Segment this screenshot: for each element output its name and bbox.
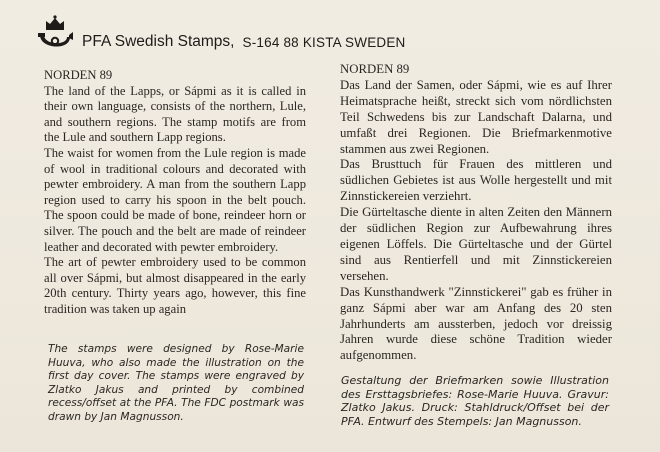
english-heading: NORDEN 89 xyxy=(44,68,113,82)
english-paragraph: The land of the Lapps, or Sápmi as it is called in their own language, consists of the northern, Lule, and southern regions. The stamp motifs are from the Lule and southern Lapp regions. xyxy=(44,83,306,145)
german-paragraph: Das Land der Samen, oder Sápmi, wie es auf Ihrer Heimatsprache heißt, streckt sich vom nördlichsten Teil Schwedens bis zur Landschaft Dalarna, und umfaßt drei Regionen. Die Briefmarkenmotive stammen aus zwei Regionen. xyxy=(340,77,612,156)
german-paragraph: Das Kunsthandwerk "Zinnstickerei" gab es früher in ganz Sápmi aber war am Anfang des 20 sten Jahrhunderts am aussterben, jedoch vor dreissig Jahren wurde diese schöne Tradition wieder aufgenommen. xyxy=(340,284,612,363)
german-paragraph: Das Brusttuch für Frauen des mittleren und südlichen Gebietes ist aus Wolle hergestellt und mit Zinnstickereien verziehrt. xyxy=(340,157,612,204)
german-credits: Gestaltung der Briefmarken sowie Illustration des Ersttagsbriefes: Rose-Marie Huuva. Gravur: Zlatko Jakus. Druck: Stahldruck/Offset bei der PFA. Entwurf des Stempels: Jan Magnusson. xyxy=(341,374,609,429)
brand-name: PFA Swedish Stamps, xyxy=(82,33,235,50)
german-column xyxy=(340,62,612,364)
letterhead xyxy=(34,10,406,60)
english-paragraph: The waist for women from the Lule region is made of wool in traditional colours and decorated with pewter embroidery. A man from the southern Lapp region used to carry his spoon in the belt pouch. The spoon could be made of bone, reindeer horn or silver. The pouch and the belt are made of reindeer leather and decorated with pewter embroidery. xyxy=(44,145,306,254)
brand-address: S-164 88 KISTA SWEDEN xyxy=(242,34,406,50)
english-column xyxy=(44,68,306,318)
english-paragraph: The art of pewter embroidery used to be common all over Sápmi, but almost disappeared in the early 20th century. Thirty years ago, however, this fine tradition was taken up again xyxy=(44,255,306,316)
crown-posthorn-logo-icon xyxy=(34,13,76,57)
german-heading: NORDEN 89 xyxy=(340,62,410,76)
german-paragraph: Die Gürteltasche diente in alten Zeiten den Männern der südlichen Region zur Aufbewahrung ihres eigenen Löffels. Die Gürteltasche und der Gürtel sind aus Rentierfell und mit Zinnstickereien versehen. xyxy=(340,205,612,283)
english-credits: The stamps were designed by Rose-Marie Huuva, who also made the illustration on the first day cover. The stamps were engraved by Zlatko Jakus and printed by combined recess/offset at the PFA. The FDC postmark was drawn by Jan Magnusson. xyxy=(48,343,304,423)
